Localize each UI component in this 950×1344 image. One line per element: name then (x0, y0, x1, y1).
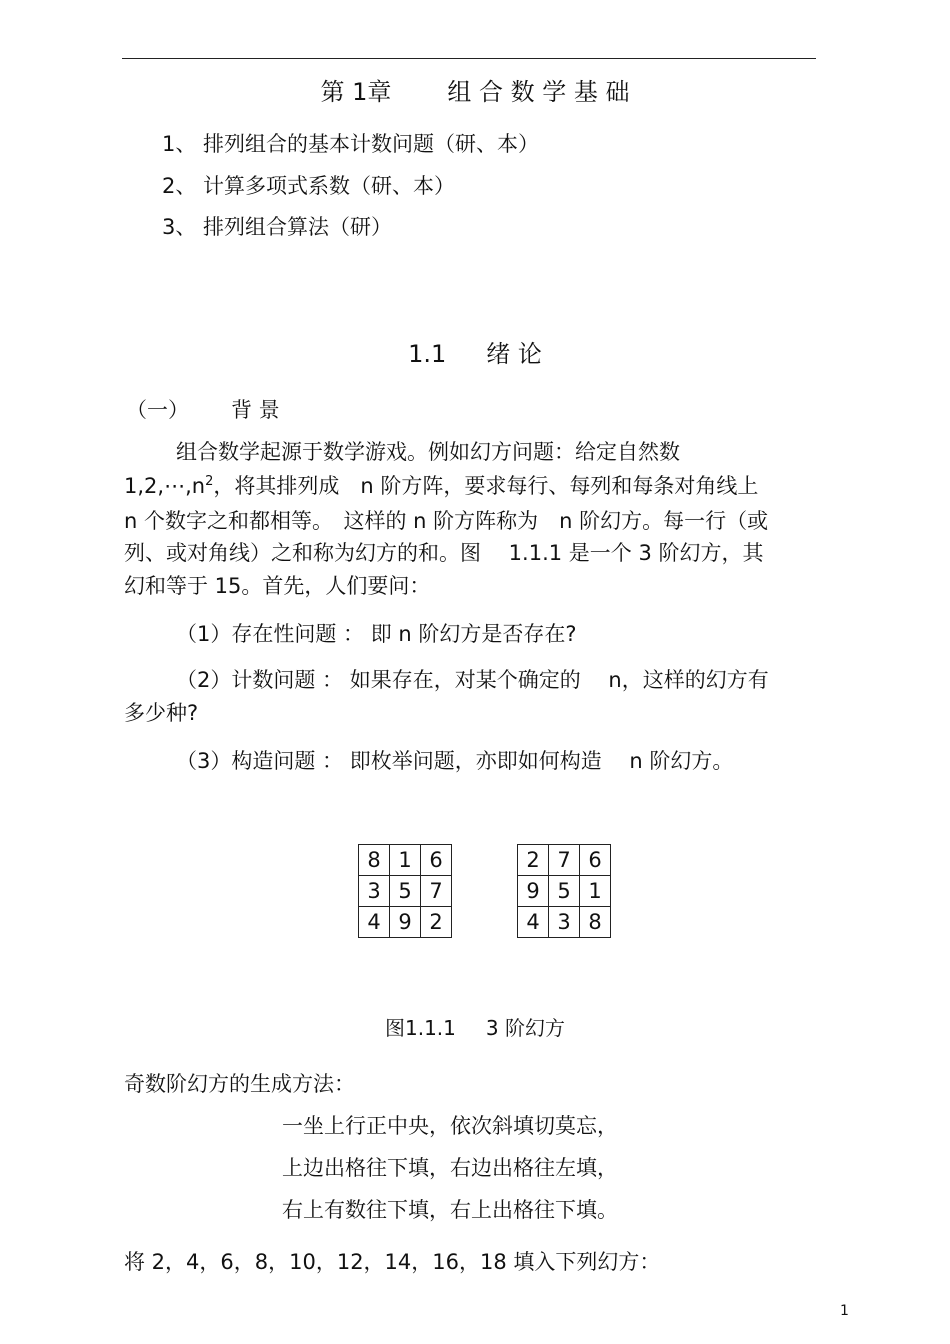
superscript-2: 2 (205, 474, 214, 489)
section-name: 绪 论 (486, 340, 542, 368)
magic-square-2 (517, 844, 611, 938)
magic-square-row (359, 845, 452, 876)
magic-square-cell: 4 (359, 907, 390, 938)
magic-square-cell: 9 (390, 907, 421, 938)
magic-square-row (518, 876, 611, 907)
paragraph-line-2-pre: 1,2,⋯,n (124, 474, 206, 498)
paragraph-line-5: 幻和等于 15。首先，人们要问： (124, 574, 431, 598)
question-1: （1）存在性问题 ： 即 n 阶幻方是否存在? (176, 622, 577, 646)
chapter-number: 第 1章 (320, 78, 392, 106)
chapter-name: 组 合 数 学 基 础 (447, 78, 630, 106)
section-number: 1.1 (408, 340, 447, 368)
magic-square-cell: 8 (359, 845, 390, 876)
figure-label: 图1.1.1 (385, 1016, 456, 1040)
chapter-title (0, 72, 950, 107)
subsection-title: 背 景 (231, 398, 280, 422)
paragraph-line-2 (124, 470, 758, 500)
magic-square-cell: 8 (580, 907, 611, 938)
subsection-number: （一） (126, 398, 189, 422)
magic-square-cell: 9 (518, 876, 549, 907)
page-number: 1 (840, 1303, 849, 1319)
magic-square-cell: 6 (421, 845, 452, 876)
magic-square-cell: 3 (549, 907, 580, 938)
magic-square-row (359, 907, 452, 938)
magic-square-row (518, 845, 611, 876)
outline-item-2: 2、 计算多项式系数（研、本） (162, 174, 456, 198)
magic-square-cell: 5 (549, 876, 580, 907)
poem-line-1: 一坐上行正中央，依次斜填切莫忘， (282, 1114, 618, 1138)
header-rule (122, 58, 816, 59)
magic-square-cell: 4 (518, 907, 549, 938)
question-2-line-1: （2）计数问题 ： 如果存在，对某个确定的 n，这样的幻方有 (176, 668, 769, 692)
paragraph-line-3: n 个数字之和都相等。 这样的 n 阶方阵称为 n 阶幻方。每一行（或 (124, 509, 769, 533)
outline-item-3: 3、 排列组合算法（研） (162, 215, 393, 239)
magic-square-cell: 1 (390, 845, 421, 876)
figure-text: 3 阶幻方 (485, 1016, 565, 1040)
method-heading: 奇数阶幻方的生成方法： (124, 1072, 355, 1096)
paragraph-line-4: 列、或对角线）之和称为幻方的和。图 1.1.1 是一个 3 阶幻方，其 (124, 541, 764, 565)
magic-square-row (359, 876, 452, 907)
section-title (0, 334, 950, 369)
magic-square-cell: 1 (580, 876, 611, 907)
subsection-heading (126, 394, 280, 424)
poem-line-3: 右上有数往下填，右上出格往下填。 (282, 1198, 618, 1222)
magic-square-cell: 3 (359, 876, 390, 907)
outline-item-1: 1、 排列组合的基本计数问题（研、本） (162, 132, 540, 156)
magic-square-cell: 6 (580, 845, 611, 876)
paragraph-line-1: 组合数学起源于数学游戏。例如幻方问题：给定自然数 (176, 440, 680, 464)
magic-square-1 (358, 844, 452, 938)
magic-square-cell: 2 (421, 907, 452, 938)
magic-square-cell: 7 (421, 876, 452, 907)
magic-square-cell: 2 (518, 845, 549, 876)
magic-square-cell: 7 (549, 845, 580, 876)
question-3: （3）构造问题 ： 即枚举问题，亦即如何构造 n 阶幻方。 (176, 749, 734, 773)
magic-square-row (518, 907, 611, 938)
question-2-line-2: 多少种? (124, 701, 199, 725)
poem-line-2: 上边出格往下填，右边出格往左填， (282, 1156, 618, 1180)
magic-square-cell: 5 (390, 876, 421, 907)
figure-caption (0, 1012, 950, 1041)
exercise-text: 将 2，4，6，8，10，12，14，16，18 填入下列幻方： (124, 1250, 661, 1274)
paragraph-line-2-post: ，将其排列成 n 阶方阵，要求每行、每列和每条对角线上 (213, 474, 759, 498)
